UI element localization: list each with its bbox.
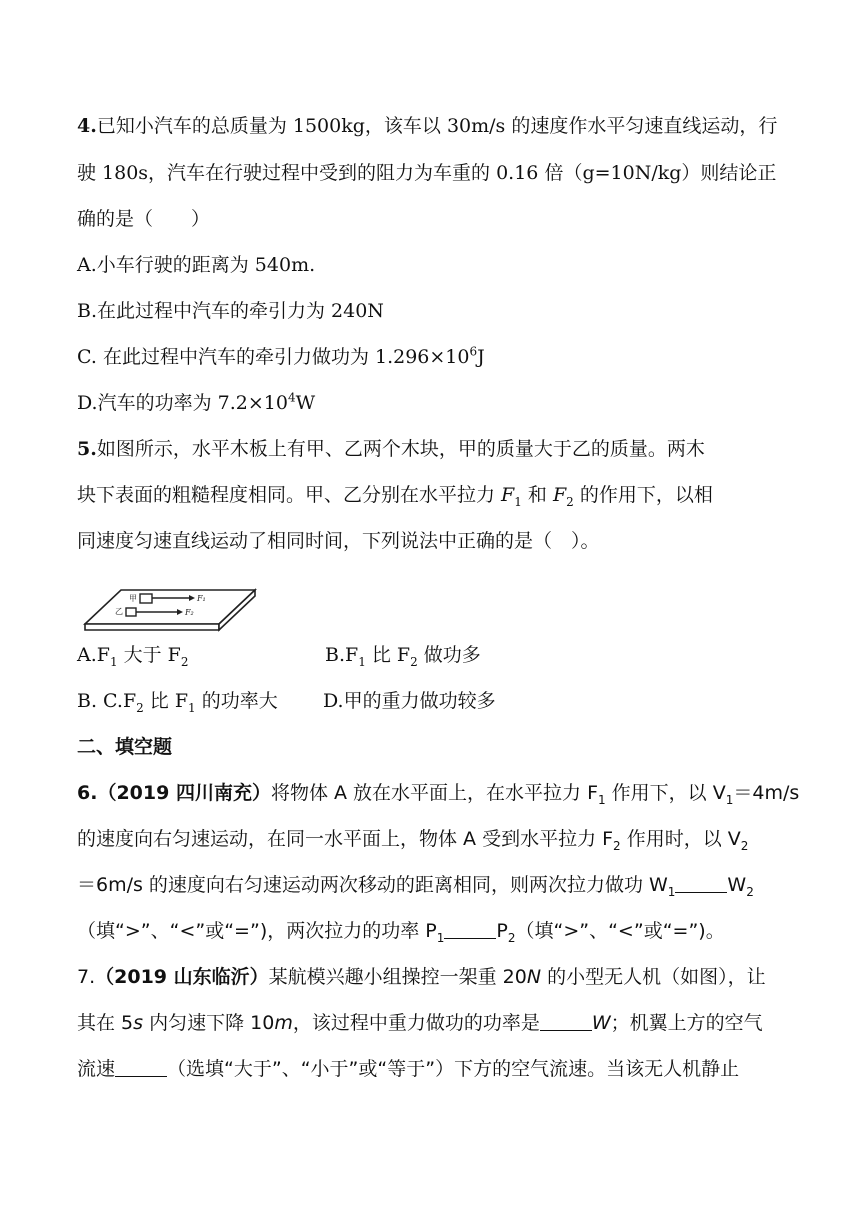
q7-unit-w: W bbox=[591, 1012, 611, 1034]
q5-f1: F bbox=[501, 484, 515, 506]
q5-option-c bbox=[77, 690, 278, 715]
q5-options-row-2 bbox=[77, 689, 777, 713]
q5-option-c-text-3: 的功率大 bbox=[195, 690, 278, 712]
fig-label-jia: 甲 bbox=[129, 594, 137, 603]
q4-option-c-exp: 6 bbox=[469, 344, 478, 359]
q7-text-2b: 内匀速下降 10 bbox=[143, 1012, 275, 1034]
fig-label-f1: F₁ bbox=[197, 594, 206, 603]
q4-option-c-unit: J bbox=[477, 346, 485, 368]
q5-option-a-text-2: 大于 F bbox=[117, 644, 181, 666]
q6-text-4c: （填“>”、“<”或“=”)。 bbox=[515, 920, 725, 942]
q6-source: （2019 四川南充） bbox=[97, 782, 271, 804]
q6-text-4-sub-2: 2 bbox=[507, 930, 516, 945]
q5-line-3: 同速度匀速直线运动了相同时间，下列说法中正确的是（ ）。 bbox=[77, 530, 600, 552]
q6-text-2b: 作用时，以 V bbox=[620, 828, 741, 850]
q5-option-b bbox=[325, 643, 481, 667]
q6-text-2a: 的速度向右匀速运动，在同一水平面上，物体 A 受到水平拉力 F bbox=[77, 828, 614, 850]
q4-line-2: 驶 180s，汽车在行驶过程中受到的阻力为车重的 0.16 倍（g=10N/kg）则结论正 bbox=[77, 162, 777, 184]
q7-blank-1[interactable] bbox=[540, 1012, 592, 1031]
q5-line-1 bbox=[77, 437, 705, 461]
q6-text-2-sub: 2 bbox=[613, 838, 621, 853]
q6-line-1 bbox=[77, 781, 799, 805]
q7-text-1a: 某航模兴趣小组操控一架重 20 bbox=[268, 966, 527, 988]
q6-text-3-sub-2: 2 bbox=[746, 884, 754, 899]
q7-unit-m: m bbox=[274, 1012, 293, 1034]
q7-text-3a: 流速 bbox=[77, 1058, 116, 1080]
block-yi bbox=[126, 608, 136, 616]
block-jia bbox=[140, 594, 152, 603]
q6-blank-2[interactable] bbox=[444, 920, 496, 939]
q5-text-2a: 块下表面的粗糙程度相同。甲、乙分别在水平拉力 bbox=[77, 484, 502, 506]
q5-f2: F bbox=[552, 484, 567, 506]
q6-text-4-sub: 1 bbox=[436, 930, 445, 945]
q5-option-a-sub: 1 bbox=[109, 654, 118, 669]
q5-option-b-text-2: 比 F bbox=[365, 644, 411, 666]
q6-text-1c: ＝4m/s bbox=[733, 782, 800, 804]
q6-text-2-sub-2: 2 bbox=[740, 838, 749, 853]
q4-number: 4. bbox=[77, 115, 97, 137]
q5-option-d: D.甲的重力做功较多 bbox=[323, 690, 496, 712]
q5-option-a bbox=[77, 644, 189, 669]
q5-option-a-sub-2: 2 bbox=[180, 654, 189, 669]
q5-text-1: 如图所示，水平木板上有甲、乙两个木块，甲的质量大于乙的质量。两木 bbox=[96, 438, 705, 460]
q5-line-2 bbox=[77, 483, 713, 507]
q6-text-1-sub: 1 bbox=[598, 792, 606, 807]
q7-text-3b: （选填“大于”、“小于”或“等于”）下方的空气流速。当该无人机静止 bbox=[167, 1058, 740, 1080]
q4-text-1: 已知小汽车的总质量为 1500kg，该车以 30m/s 的速度作水平匀速直线运动，行 bbox=[96, 115, 778, 137]
q6-text-4a: （填“>”、“<”或“=”)，两次拉力的功率 P bbox=[77, 920, 437, 942]
q5-options-row-1 bbox=[77, 643, 777, 667]
q6-blank-1[interactable] bbox=[675, 874, 727, 893]
q4-option-d-exp: 4 bbox=[287, 390, 296, 405]
q6-text-3a: ＝6m/s 的速度向右匀速运动两次移动的距离相同，则两次拉力做功 W bbox=[77, 874, 668, 896]
q4-line-3: 确的是（ ） bbox=[77, 208, 211, 230]
q6-text-1a: 将物体 A 放在水平面上，在水平拉力 F bbox=[270, 782, 598, 804]
q7-unit-s: s bbox=[133, 1012, 144, 1034]
q4-option-c-text: C. 在此过程中汽车的牵引力做功为 1.296×10 bbox=[77, 346, 470, 368]
q6-line-4 bbox=[77, 919, 725, 943]
q4-option-b: B.在此过程中汽车的牵引力为 240N bbox=[77, 300, 384, 322]
q5-text-2b: 和 bbox=[521, 484, 553, 506]
q6-text-1b: 作用下，以 V bbox=[605, 782, 726, 804]
q5-option-c-text-2: 比 F bbox=[143, 690, 189, 712]
q4-option-d-text: D.汽车的功率为 7.2×10 bbox=[77, 392, 288, 414]
q6-number: 6. bbox=[77, 782, 98, 804]
q5-option-c-sub-2: 1 bbox=[188, 700, 196, 715]
q4-option-c bbox=[77, 345, 485, 369]
q6-text-3b: W bbox=[727, 874, 747, 896]
q5-option-a-text: A.F bbox=[77, 644, 110, 666]
q6-text-3-sub: 1 bbox=[667, 884, 676, 899]
q7-line-1 bbox=[77, 965, 766, 989]
q4-line-1 bbox=[77, 114, 777, 138]
q6-text-1-sub-2: 1 bbox=[725, 792, 734, 807]
q5-text-2c: 的作用下，以相 bbox=[573, 484, 713, 506]
q5-f1-sub: 1 bbox=[514, 494, 522, 509]
q7-line-2 bbox=[77, 1011, 763, 1035]
q5-number: 5. bbox=[77, 438, 97, 460]
section-title: 二、填空题 bbox=[77, 736, 173, 758]
fig-label-f2: F₂ bbox=[185, 608, 194, 617]
q5-option-b-sub: 1 bbox=[358, 654, 366, 669]
q6-text-4b: P bbox=[496, 920, 508, 942]
board-front bbox=[85, 624, 219, 630]
q7-unit-n: N bbox=[526, 966, 542, 988]
q5-option-b-text: B.F bbox=[325, 644, 359, 666]
q5-option-b-sub-2: 2 bbox=[410, 654, 418, 669]
q7-text-2c: ，该过程中重力做功的功率是 bbox=[292, 1012, 540, 1034]
q4-option-d bbox=[77, 391, 315, 415]
q6-line-3 bbox=[77, 873, 754, 897]
q5-option-c-text: B. C.F bbox=[77, 690, 137, 712]
q5-f2-sub: 2 bbox=[566, 494, 574, 509]
q5-option-c-sub: 2 bbox=[136, 700, 144, 715]
q4-option-d-unit: W bbox=[295, 392, 316, 414]
q7-text-2d: ；机翼上方的空气 bbox=[610, 1012, 763, 1034]
q6-line-2 bbox=[77, 827, 748, 851]
q5-figure bbox=[77, 578, 257, 636]
q7-source: （2019 山东临沂） bbox=[95, 966, 269, 988]
fig-label-yi: 乙 bbox=[115, 607, 123, 616]
q7-text-2a: 其在 5 bbox=[77, 1012, 134, 1034]
q7-number: 7. bbox=[77, 966, 96, 988]
q7-line-3 bbox=[77, 1057, 739, 1081]
q4-option-a: A.小车行驶的距离为 540m. bbox=[77, 254, 316, 276]
q5-option-b-text-3: 做功多 bbox=[417, 644, 481, 666]
q7-blank-2[interactable] bbox=[115, 1058, 167, 1077]
q7-text-1b: 的小型无人机（如图），让 bbox=[541, 966, 766, 988]
